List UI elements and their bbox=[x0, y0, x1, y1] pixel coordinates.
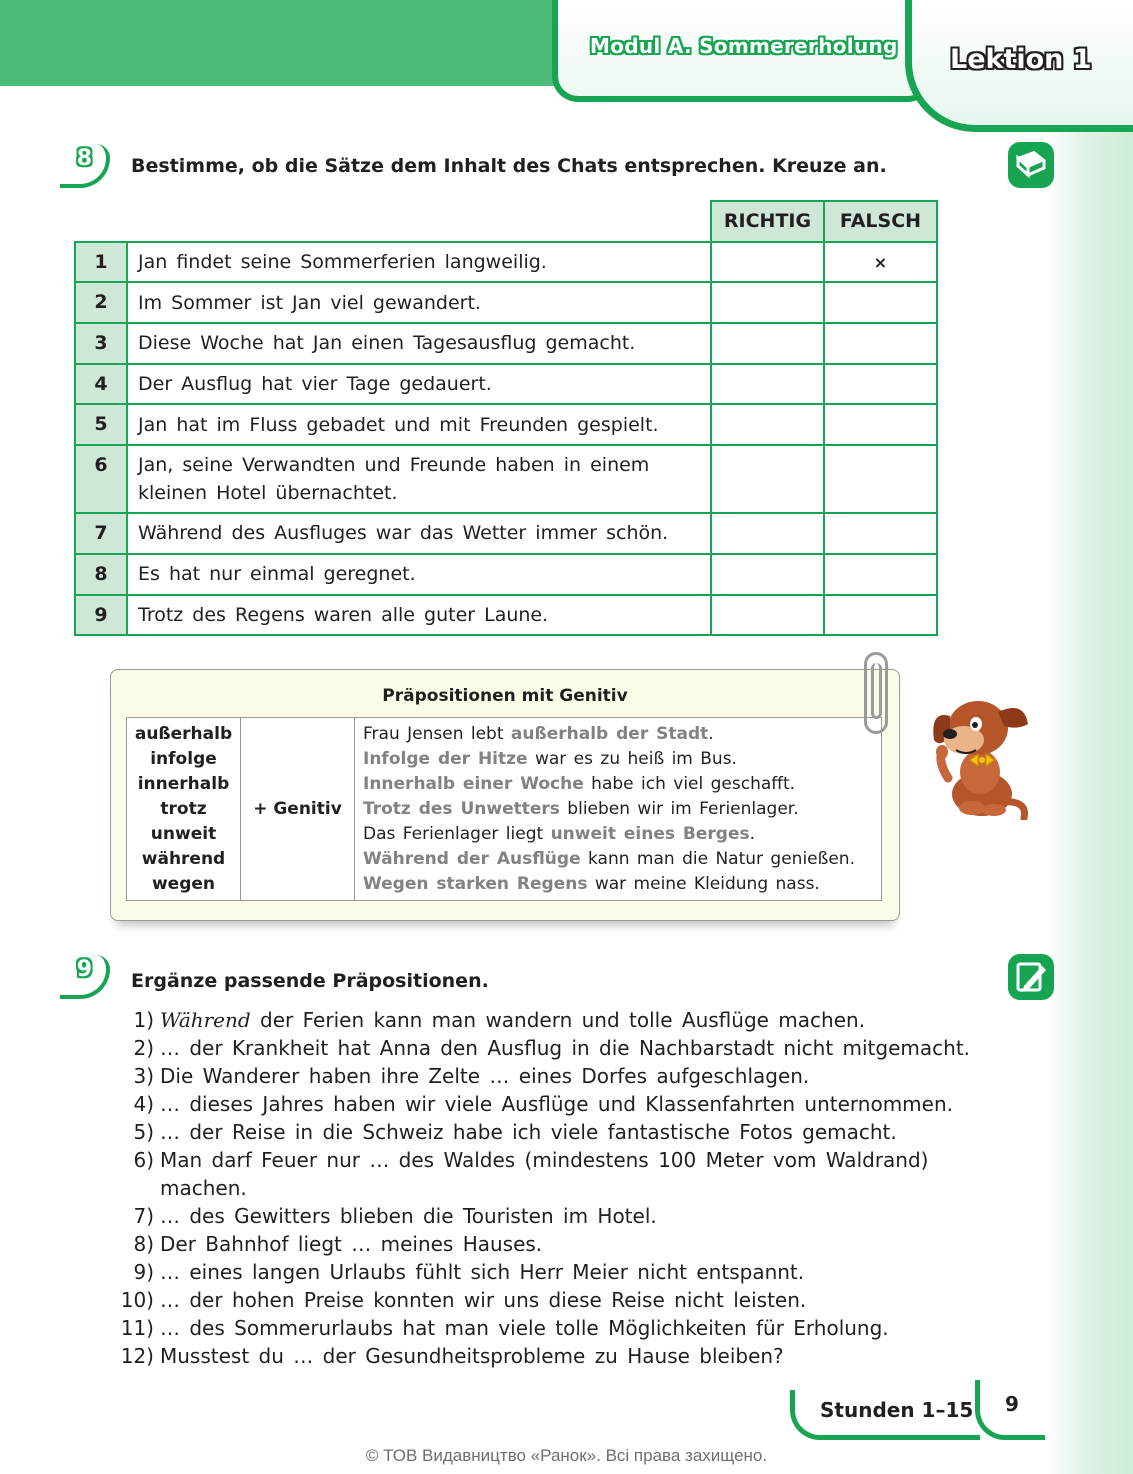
table-row: 8 Es hat nur einmal geregnet. bbox=[75, 554, 937, 595]
list-item: 1) Während der Ferien kann man wandern und tolle Ausflüge machen. bbox=[133, 1008, 866, 1032]
book-icon bbox=[1008, 142, 1054, 188]
lektion-title: Lektion 1 bbox=[950, 44, 1092, 75]
dog-mascot bbox=[920, 690, 1038, 820]
table-row: 6 Jan, seine Verwandten und Freunde haben in einem kleinen Hotel übernachtet. bbox=[75, 445, 937, 513]
falsch-checkbox[interactable] bbox=[824, 445, 937, 513]
table-row: 3 Diese Woche hat Jan einen Tagesausflug gemacht. bbox=[75, 323, 937, 364]
falsch-checkbox[interactable] bbox=[824, 513, 937, 554]
list-item: 3) Die Wanderer haben ihre Zelte … eines Dorfes aufgeschlagen. bbox=[133, 1064, 810, 1088]
falsch-checkbox[interactable] bbox=[824, 282, 937, 323]
list-item: 10) … der hohen Preise konnten wir uns diese Reise nicht leisten. bbox=[120, 1288, 807, 1312]
table-row: 4 Der Ausflug hat vier Tage gedauert. bbox=[75, 364, 937, 405]
page-edge-strip bbox=[1047, 0, 1133, 1474]
grammar-table bbox=[126, 717, 882, 901]
falsch-checkbox[interactable] bbox=[824, 595, 937, 636]
richtig-checkbox[interactable] bbox=[711, 282, 824, 323]
exercise-9-instruction: Ergänze passende Präpositionen. bbox=[131, 970, 489, 992]
list-item: 5) … der Reise in die Schweiz habe ich viele fantastische Fotos gemacht. bbox=[133, 1120, 897, 1144]
exercise-9-list bbox=[118, 1006, 970, 1370]
column-falsch: FALSCH bbox=[824, 201, 937, 242]
exercise-8-number-badge: 8 bbox=[60, 144, 110, 188]
exercise-8-table bbox=[74, 200, 938, 636]
grammar-box bbox=[110, 669, 900, 921]
list-item: 12) Musstest du … der Gesundheitsprobleme zu Hause bleiben? bbox=[120, 1344, 784, 1368]
stunden-label: Stunden 1–15 bbox=[820, 1398, 974, 1422]
list-item: 4) … dieses Jahres haben wir viele Ausflüge und Klassenfahrten unternommen. bbox=[133, 1092, 954, 1116]
richtig-checkbox[interactable] bbox=[711, 445, 824, 513]
table-row: 7 Während des Ausfluges war das Wetter immer schön. bbox=[75, 513, 937, 554]
pencil-icon bbox=[1008, 954, 1054, 1000]
list-item: 11) … des Sommerurlaubs hat man viele tolle Möglichkeiten für Erholung. bbox=[120, 1316, 889, 1340]
falsch-checkbox[interactable] bbox=[824, 323, 937, 364]
example-sentence: Wegen starken Regens war meine Kleidung nass. bbox=[363, 874, 820, 894]
paperclip-inner bbox=[871, 663, 882, 719]
example-sentence: Frau Jensen lebt außerhalb der Stadt. bbox=[363, 724, 714, 744]
modul-title: Modul A. Sommererholung bbox=[590, 34, 898, 58]
header-green-band bbox=[0, 0, 560, 86]
richtig-checkbox[interactable] bbox=[711, 404, 824, 445]
example-sentence: Während der Ausflüge kann man die Natur genießen. bbox=[363, 849, 855, 869]
falsch-checkbox[interactable] bbox=[824, 364, 937, 405]
grammar-title: Präpositionen mit Genitiv bbox=[382, 686, 628, 706]
richtig-checkbox[interactable] bbox=[711, 554, 824, 595]
exercise-8-instruction: Bestimme, ob die Sätze dem Inhalt des Chats entsprechen. Kreuze an. bbox=[131, 155, 887, 177]
case-label: + Genitiv bbox=[241, 718, 355, 900]
richtig-checkbox[interactable] bbox=[711, 364, 824, 405]
richtig-checkbox[interactable] bbox=[711, 513, 824, 554]
table-row: 5 Jan hat im Fluss gebadet und mit Freunden gespielt. bbox=[75, 404, 937, 445]
preposition-list: außerhalb infolge innerhalb trotz unweit während wegen bbox=[127, 718, 241, 900]
list-item: 9) … eines langen Urlaubs fühlt sich Herr Meier nicht entspannt. bbox=[133, 1260, 805, 1284]
example-sentence: Innerhalb einer Woche habe ich viel geschafft. bbox=[363, 774, 796, 794]
falsch-checkbox[interactable]: × bbox=[824, 242, 937, 283]
exercise-9-number-badge: 9 bbox=[60, 955, 110, 999]
example-sentence: Das Ferienlager liegt unweit eines Berges. bbox=[363, 824, 756, 844]
list-item-continuation: machen. bbox=[160, 1176, 247, 1200]
example-sentence: Trotz des Unwetters blieben wir im Ferienlager. bbox=[363, 799, 799, 819]
page-number: 9 bbox=[1005, 1392, 1019, 1416]
list-item: 7) … des Gewitters blieben die Touristen im Hotel. bbox=[133, 1204, 657, 1228]
list-item: 8) Der Bahnhof liegt … meines Hauses. bbox=[133, 1232, 543, 1256]
copyright-notice: © ТОВ Видавництво «Ранок». Всі права захищено. bbox=[365, 1446, 768, 1465]
table-row: 2 Im Sommer ist Jan viel gewandert. bbox=[75, 282, 937, 323]
falsch-checkbox[interactable] bbox=[824, 554, 937, 595]
list-item: 2) … der Krankheit hat Anna den Ausflug in die Nachbarstadt nicht mitgemacht. bbox=[133, 1036, 971, 1060]
richtig-checkbox[interactable] bbox=[711, 323, 824, 364]
column-richtig: RICHTIG bbox=[711, 201, 824, 242]
richtig-checkbox[interactable] bbox=[711, 595, 824, 636]
example-sentences bbox=[355, 718, 881, 900]
table-row: 9 Trotz des Regens waren alle guter Laune. bbox=[75, 595, 937, 636]
example-sentence: Infolge der Hitze war es zu heiß im Bus. bbox=[363, 749, 737, 769]
falsch-checkbox[interactable] bbox=[824, 404, 937, 445]
list-item: 6) Man darf Feuer nur … des Waldes (mindestens 100 Meter vom Waldrand) bbox=[133, 1148, 929, 1172]
richtig-checkbox[interactable] bbox=[711, 242, 824, 283]
table-row: 1 Jan findet seine Sommerferien langweilig. × bbox=[75, 242, 937, 283]
